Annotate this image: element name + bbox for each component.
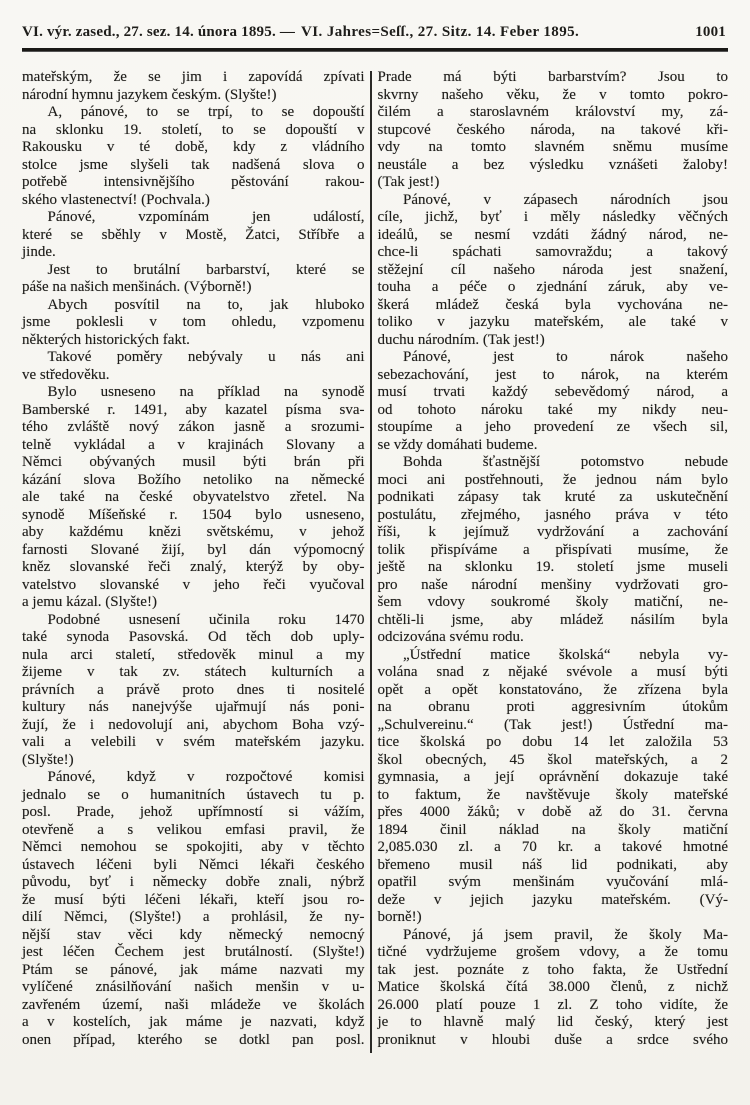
column-right	[378, 69, 729, 1053]
text-line: vylíčené znásilňování našich menšin v u-	[22, 979, 365, 995]
text-line: Bohda šťastnější potomstvo nebude	[403, 454, 728, 470]
text-line: proniknut v hloubi duše a srdce svého	[377, 1031, 728, 1048]
text-line: které se sběhly v Mostě, Žatci, Stříbře a	[22, 226, 365, 243]
text-line: a jemu kázal. (Slyšte!)	[22, 594, 157, 610]
text-line: neustále a bez výsledku vznášeti žaloby!	[377, 156, 728, 173]
text-line: Bamberské r. 1491, aby kazatel písma sva-	[22, 401, 365, 418]
text-line: národní hymnu jazykem českým. (Slyšte!)	[22, 86, 277, 103]
text-line: od tohoto nároku také my nikdy neu-	[377, 401, 728, 418]
text-line: na sklonku 19. století, to se dopouští v	[22, 121, 365, 138]
text-line: přes 4000 žáků; v době až do 31. června	[377, 804, 728, 820]
text-line: nější stav věci kdy německý nemocný	[22, 926, 365, 943]
text-line: borně!)	[377, 909, 422, 925]
text-line: nula arci staletí, středověk minul a my	[22, 646, 365, 663]
text-line: původu, byť i německy dobře znali, nýbrž	[22, 874, 365, 890]
text-line: na obranu proti aggresivním útokům	[377, 699, 728, 715]
text-line: žují, že i nedovolují ani, abychom Boha vzý-	[22, 716, 365, 733]
text-line: farnosti Slované žijí, byl dán výpomocný	[22, 541, 365, 558]
text-line: stolce jsme slyšeli tak nadšená slova o	[22, 156, 365, 173]
text-line: se vždy domáhati budeme.	[377, 436, 538, 453]
text-line: páše na našich menšinách. (Výborně!)	[22, 279, 252, 295]
text-line: podnikati zápasy tak kruté za uskutečnění	[377, 489, 728, 505]
running-head	[22, 24, 728, 41]
text-line: škol obecných, 45 škol mateřských, a 2	[377, 751, 728, 768]
text-line: posl. Prade, jehož upřímností si vážím,	[22, 804, 365, 820]
text-line: jinde.	[22, 244, 56, 260]
text-line: deže v jejich jazyku mateřském. (Vý-	[377, 891, 728, 908]
text-line: a v kostelích, jak máme je nazvati, když	[22, 1014, 365, 1030]
text-line: břemeno musil náš lid podnikati, aby	[377, 856, 728, 873]
text-line: onen případ, kterého se dotkl pan posl.	[22, 1031, 365, 1048]
text-line: stěžejní cíl našeho národa jest snažení,	[377, 261, 728, 278]
running-head-czech: VI. výr. zased., 27. sez. 14. února 1895. —	[22, 24, 296, 40]
text-columns	[22, 69, 728, 1053]
text-line: „Schulvereinu.“ (Tak jest!) Ústřední ma-	[377, 716, 728, 733]
text-line: chtěli-li jsme, aby mládež násilím byla	[377, 611, 728, 628]
page-number: 1001	[695, 24, 726, 40]
text-line: skvrny našeho věku, že v tomto pokro-	[377, 86, 728, 103]
text-line: Abych posvítil na to, jak hluboko	[47, 296, 365, 313]
text-line: Němci obývaných musil býti brán při	[22, 454, 365, 470]
text-line: 1894 činil náklad na školy matiční	[377, 821, 728, 838]
text-line: Ptám se pánové, jak máme nazvati my	[22, 961, 365, 978]
text-line: zavřeném území, naši mládeže ve školách	[22, 996, 365, 1013]
text-line: 26.000 platí pouze 1 zl. Z toho vidíte, že	[377, 996, 728, 1013]
text-line: Pánové, když v rozpočtové komisi	[47, 769, 365, 785]
text-line: jsme poklesli v tom ohledu, vzpomenu	[22, 314, 365, 330]
text-line: říši, k jejímuž vydržování a zachování	[377, 524, 728, 540]
text-line: kázání slova Božího netoliko na německé	[22, 471, 365, 488]
text-line: ideálů, se nesmí vzdáti žádný národ, ne-	[377, 226, 728, 243]
text-line: kultury nás nanejvýše ujařmují nás poni-	[22, 699, 365, 715]
column-divider-rule	[370, 71, 372, 1053]
text-line: moci ani postřehnouti, že jednou nám bylo	[377, 471, 728, 488]
text-line: volána snad z nějaké svévole a musí býti	[377, 664, 728, 680]
text-line: stoupíme a jeho provedení ze všech sil,	[377, 419, 728, 435]
text-line: Pánové, já jsem pravil, že školy Ma-	[403, 926, 728, 943]
text-line: tice školská po dobu 14 let založila 53	[377, 734, 728, 750]
text-line: žijeme v tak zv. státech kulturních a	[22, 664, 365, 680]
text-line: (Slyšte!)	[22, 751, 74, 768]
text-line: opatřil svým menšinám vyučování mlá-	[377, 874, 728, 890]
text-line: opět a opět konstatováno, že zřízena byla	[377, 681, 728, 698]
text-line: Prade má býti barbarstvím? Jsou to	[377, 69, 728, 85]
text-line: šem vdovy soukromé školy matiční, ne-	[377, 594, 728, 610]
text-line: ústavech léčeni byli Němci lékaři českého	[22, 856, 365, 873]
text-line: dilí Němci, (Slyšte!) a prohlásil, že ny-	[22, 909, 365, 925]
text-line: vdy na tomto slavném sněmu musíme	[377, 139, 728, 155]
text-line: některých historických fakt.	[22, 331, 190, 348]
text-line: jest léčen Čechem jest brutálností. (Slyšte!)	[22, 944, 365, 960]
text-line: pro naše národní menšiny vydržovati gro-	[377, 576, 728, 593]
text-line: 2,085.030 zl. a 70 kr. a takové hmotné	[377, 839, 728, 855]
text-line: chce-li spáchati samovraždu; a takový	[377, 244, 728, 260]
text-line: Jest to brutální barbarství, které se	[47, 261, 365, 278]
text-line: vali a velebili v svém mateřském jazyku.	[22, 734, 365, 750]
text-line: tičné vydržujeme grošem vdovy, a že tomu	[377, 944, 728, 960]
column-left	[22, 69, 365, 1053]
text-line: mateřským, že se jim i zapovídá zpívati	[22, 69, 365, 85]
running-head-german: VI. Jahres=Seſſ., 27. Sitz. 14. Feber 1895.	[301, 24, 580, 40]
text-line: Bylo usneseno na příklad na synodě	[47, 384, 365, 400]
text-line: tolik přispíváme a přispívati musíme, že	[377, 541, 728, 558]
text-line: cíle, jichž, byť i měly následky věčných	[377, 209, 728, 225]
text-line: postulátu, zřejmého, jasného práva v této	[377, 506, 728, 523]
text-line: touha a péče o zjednání záruk, aby ve-	[377, 279, 728, 295]
text-line: Takové poměry nebývaly u nás ani	[47, 349, 365, 365]
text-line: musí trvati každý sebevědomý národ, a	[377, 384, 728, 400]
text-line: aby každému knězi světskému, v jehož	[22, 524, 365, 540]
text-line: potřebě intensivnějšího pěstování rakou-	[22, 174, 365, 190]
text-line: ského vlastenectví! (Pochvala.)	[22, 191, 210, 208]
text-line: vatelstvo slovanské v jeho řeči vyučoval	[22, 576, 365, 593]
text-line: škerá mládež česká byla vychována ne-	[377, 296, 728, 313]
text-line: také synoda Pasovská. Od těch dob uply-	[22, 629, 365, 645]
text-line: jednalo se o humanitních ústavech tu p.	[22, 786, 365, 803]
text-line: ale také na české obyvatelstvo zřetel. Na	[22, 489, 365, 505]
text-line: synodě Míšeňské r. 1504 bylo usneseno,	[22, 506, 365, 523]
text-line: kněz slovanské řeči znalý, kterýž by oby-	[22, 559, 365, 575]
text-line: tého zvláště nový zákon jasně a srozumi-	[22, 419, 365, 435]
text-line: A, pánové, to se trpí, to se dopouští	[47, 104, 365, 120]
header-rule	[22, 48, 728, 52]
text-line: odcizována svému rodu.	[377, 629, 524, 645]
text-line: Matice školská čítá 38.000 členů, z nichž	[377, 979, 728, 995]
text-line: Pánové, vzpomínám jen událostí,	[47, 209, 365, 225]
text-line: je to hlavně malý lid český, který jest	[377, 1014, 728, 1030]
text-line: ještě na sklonku 19. století jsme museli	[377, 559, 728, 575]
text-line: Podobné usnesení učinila roku 1470	[47, 611, 365, 628]
text-line: Rakousku v té době, kdy z vládního	[22, 139, 365, 155]
text-line: „Ústřední matice školská“ nebyla vy-	[403, 646, 728, 663]
text-line: právních a právě proto dnes ti nositelé	[22, 681, 365, 698]
text-line: Pánové, v zápasech národních jsou	[403, 191, 728, 208]
text-line: Němci nemohou se spokojiti, aby v těchto	[22, 839, 365, 855]
text-line: (Tak jest!)	[377, 174, 440, 190]
text-line: to faktum, že navštěvuje školy mateřské	[377, 786, 728, 803]
text-line: čilém a staroslavném království my, zá-	[377, 104, 728, 120]
text-line: gymnasia, a její oprávnění dokazuje také	[377, 769, 728, 785]
text-line: ve středověku.	[22, 366, 110, 383]
text-line: toliko v jazyku mateřském, ale také v	[377, 314, 728, 330]
text-line: duchu národním. (Tak jest!)	[377, 331, 545, 348]
text-line: otevřeně a s velikou emfasi pravil, že	[22, 821, 365, 838]
text-line: že musí býti léčeni lékaři, kteří jsou ro-	[22, 891, 365, 908]
text-line: sebezachování, jest to nárok, na kterém	[377, 366, 728, 383]
text-line: Pánové, jest to nárok našeho	[403, 349, 728, 365]
text-line: telně vykládal a v krajinách Slovany a	[22, 436, 365, 453]
text-line: stupcové českého národa, na takové kři-	[377, 121, 728, 138]
text-line: tak jest. poznáte z toho fakta, že Ustřední	[377, 961, 728, 978]
